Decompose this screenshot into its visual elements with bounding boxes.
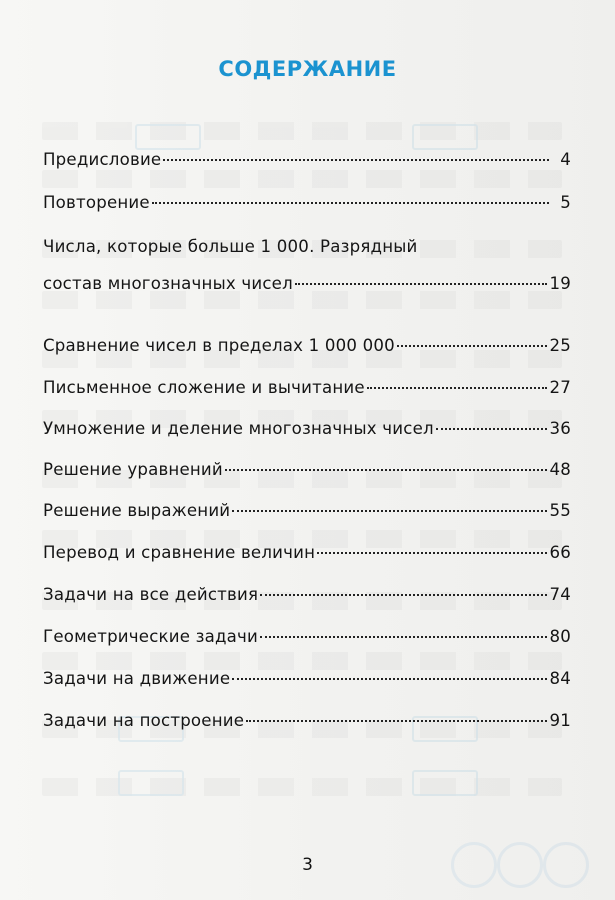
dot-leader bbox=[163, 159, 549, 161]
dot-leader bbox=[260, 636, 547, 638]
toc-item[interactable] bbox=[43, 542, 571, 564]
toc-item-label: Сравнение чисел в пределах 1 000 000 bbox=[43, 336, 395, 355]
dot-leader bbox=[295, 283, 548, 285]
toc-item-label: Геометрические задачи bbox=[43, 627, 259, 646]
toc-item[interactable] bbox=[43, 710, 571, 732]
toc-item[interactable] bbox=[43, 500, 571, 522]
toc-item-label: Письменное сложение и вычитание bbox=[43, 378, 365, 397]
dot-leader bbox=[152, 202, 549, 204]
toc-page-number: 25 bbox=[549, 336, 571, 355]
show-through-box bbox=[135, 124, 201, 150]
toc-page-number: 5 bbox=[560, 193, 571, 212]
toc-page-number: 91 bbox=[549, 711, 571, 730]
toc-page-number: 55 bbox=[549, 501, 571, 520]
toc-page-number: 19 bbox=[549, 274, 571, 293]
toc-page-number: 27 bbox=[549, 378, 571, 397]
toc-page-number: 36 bbox=[549, 419, 571, 438]
toc-page-number: 66 bbox=[549, 543, 571, 562]
toc-page-number: 74 bbox=[549, 585, 571, 604]
toc-item-label: Решение выражений bbox=[43, 501, 231, 520]
toc-item-label: Умножение и деление многозначных чисел bbox=[43, 419, 434, 438]
toc-item[interactable] bbox=[43, 459, 571, 481]
toc-item[interactable] bbox=[43, 335, 571, 357]
toc-page-number: 80 bbox=[549, 627, 571, 646]
toc-item-label: Задачи на все действия bbox=[43, 585, 259, 604]
page-title: СОДЕРЖАНИЕ bbox=[218, 57, 397, 81]
show-through-box bbox=[412, 770, 478, 796]
show-through-box bbox=[412, 124, 478, 150]
dot-leader bbox=[367, 387, 548, 389]
toc-item[interactable] bbox=[43, 668, 571, 690]
toc-item-label: Задачи на движение bbox=[43, 669, 231, 688]
toc-item[interactable] bbox=[43, 418, 571, 440]
toc-item-label: Решение уравнений bbox=[43, 460, 223, 479]
toc-item-label: Предисловие bbox=[43, 150, 162, 169]
toc-item-label: Перевод и сравнение величин bbox=[43, 543, 316, 562]
toc-item[interactable] bbox=[43, 377, 571, 399]
toc-item[interactable] bbox=[43, 626, 571, 648]
toc-item-label-line-1: Числа, которые больше 1 000. Разрядный bbox=[43, 237, 418, 256]
toc-item[interactable] bbox=[43, 149, 571, 171]
toc-item-label-line-2: состав многозначных чисел bbox=[43, 274, 293, 293]
toc-item-label: Задачи на построение bbox=[43, 711, 245, 730]
toc-page-number: 48 bbox=[549, 460, 571, 479]
show-through-line bbox=[42, 778, 562, 796]
show-through-box bbox=[118, 770, 184, 796]
toc-item[interactable] bbox=[43, 192, 571, 214]
toc-page-number: 84 bbox=[549, 669, 571, 688]
dot-leader bbox=[232, 510, 547, 512]
dot-leader bbox=[225, 469, 548, 471]
page-number: 3 bbox=[302, 855, 313, 875]
toc-page-number: 4 bbox=[560, 150, 571, 169]
dot-leader bbox=[317, 552, 547, 554]
dot-leader bbox=[436, 428, 548, 430]
dot-leader bbox=[260, 594, 547, 596]
dot-leader bbox=[246, 720, 547, 722]
toc-item-label: Повторение bbox=[43, 193, 150, 212]
toc-item-two-line[interactable] bbox=[43, 236, 571, 295]
table-of-contents bbox=[43, 149, 571, 730]
dot-leader bbox=[232, 678, 547, 680]
show-through-line bbox=[42, 122, 562, 140]
toc-item[interactable] bbox=[43, 584, 571, 606]
dot-leader bbox=[397, 345, 548, 347]
